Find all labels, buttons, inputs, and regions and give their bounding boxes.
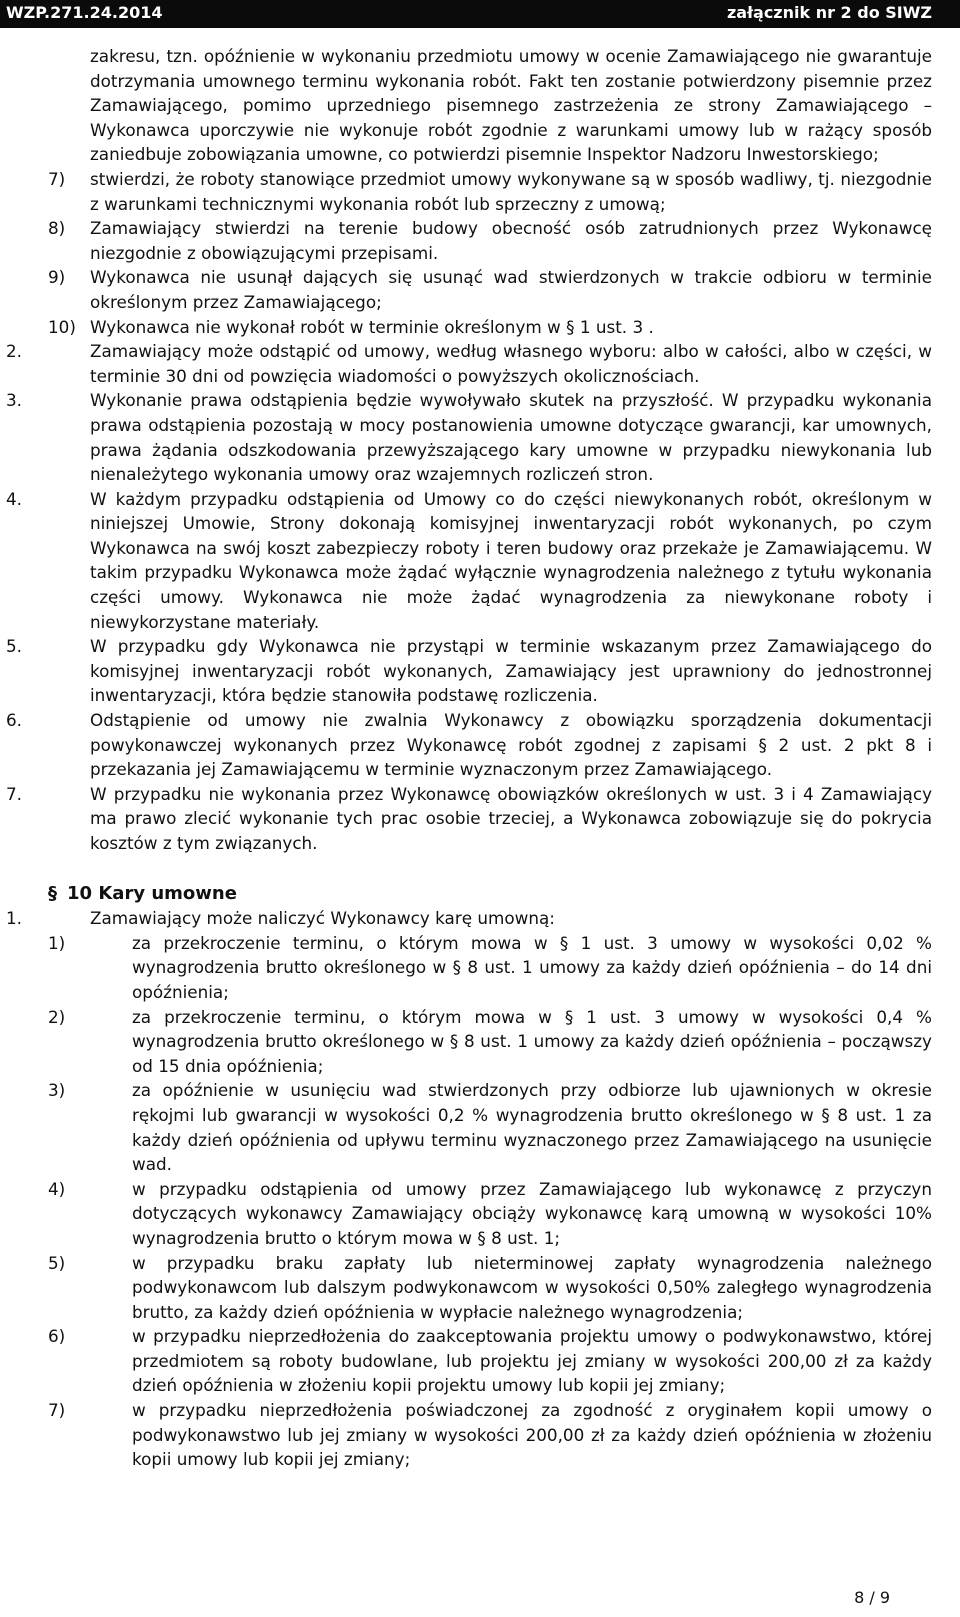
attachment-label: załącznik nr 2 do SIWZ xyxy=(726,3,932,22)
item-number: 3) xyxy=(48,1080,66,1101)
list-item xyxy=(48,265,932,314)
item-text: Odstąpienie od umowy nie zwalnia Wykonawcy z obowiązku sporządzenia dokumentacji powykonawczej wykonanych przez Wykonawcę robót zgodnej z zapisami § 2 ust. 2 pkt 8 i przekazania jej Zamawiającemu w terminie wyznaczonym przez Zamawiającego. xyxy=(90,710,932,780)
item-number: 7) xyxy=(48,168,66,189)
list-item xyxy=(6,708,932,782)
item-text: Zamawiający może odstąpić od umowy, według własnego wyboru: albo w całości, albo w części, w terminie 30 dni od powzięcia wiadomości o powyższych okolicznościach. xyxy=(90,341,932,386)
item-number: 1) xyxy=(48,932,66,953)
section-symbol: § xyxy=(48,882,57,904)
item-number: 6. xyxy=(6,710,23,731)
list-item xyxy=(6,634,932,708)
section-number: 10 xyxy=(67,882,93,904)
item-number: 4. xyxy=(6,488,23,509)
item-text: W przypadku nie wykonania przez Wykonawcę obowiązków określonych w ust. 3 i 4 Zamawiający ma prawo zlecić wykonanie tych prac osobie trzeciej, a Wykonawca zobowiązuje się do pokrycia kosztów z tym związanych. xyxy=(90,783,932,853)
list-item xyxy=(48,931,932,1005)
item-number: 7) xyxy=(48,1400,66,1421)
sub-list-b xyxy=(48,931,932,1472)
list-item xyxy=(6,388,932,486)
item-text: za przekroczenie terminu, o którym mowa w § 1 ust. 3 umowy w wysokości 0,4 % wynagrodzenia brutto określonego w § 8 ust. 1 umowy za każdy dzień opóźnienia – począwszy od 15 dnia opóźnienia; xyxy=(132,1006,932,1076)
item-text: Wykonanie prawa odstąpienia będzie wywoływało skutek na przyszłość. W przypadku wykonania prawa odstąpienia pozostają w mocy postanowienia umowne dotyczące gwarancji, kar umownych, prawa żądania odszkodowania przewyższającego kary umowne w przypadku niewykonania lub nienależytego wykonania umowy oraz wzajemnych rozliczeń stron. xyxy=(90,390,932,485)
section-heading xyxy=(48,882,932,907)
section-item xyxy=(6,906,932,931)
list-item xyxy=(48,1005,932,1079)
item-text: W każdym przypadku odstąpienia od Umowy co do części niewykonanych robót, określonym w niniejszej Umowie, Strony dokonają komisyjnej inwentaryzacji robót wykonanych, po czym Wykonawca na swój koszt zabezpieczy roboty i teren budowy oraz przekaże je Zamawiającemu. W takim przypadku Wykonawca może żądać wyłącznie wynagrodzenia należnego z tytułu wykonania części umowy. Wykonawca nie może żądać wynagrodzenia za niewykonane roboty i niewykorzystane materiały. xyxy=(90,488,932,632)
item-text: Zamawiający stwierdzi na terenie budowy obecność osób zatrudnionych przez Wykonawcę niezgodnie z obowiązującymi przepisami. xyxy=(90,218,932,263)
item-text: za opóźnienie w usunięciu wad stwierdzonych przy odbiorze lub ujawnionych w okresie rękojmi lub gwarancji w wysokości 0,2 % wynagrodzenia brutto określonego w § 8 ust. 1 za każdy dzień opóźnienia od upływu terminu wyznaczonego przez Zamawiającego na usunięcie wad. xyxy=(132,1080,932,1175)
item-text: Zamawiający może naliczyć Wykonawcy karę umowną: xyxy=(90,908,555,929)
item-number: 1. xyxy=(6,908,23,929)
document-body xyxy=(6,44,932,1472)
list-item xyxy=(48,167,932,216)
item-number: 10) xyxy=(48,316,76,337)
document-header xyxy=(0,0,960,28)
item-number: 9) xyxy=(48,267,66,288)
item-text: w przypadku nieprzedłożenia poświadczonej za zgodność z oryginałem kopii umowy o podwykonawstwo lub jej zmiany w wysokości 200,00 zł za każdy dzień opóźnienia w złożeniu kopii umowy lub kopii jej zmiany; xyxy=(132,1400,932,1470)
item-number: 4) xyxy=(48,1178,66,1199)
item-number: 7. xyxy=(6,783,23,804)
item-text: stwierdzi, że roboty stanowiące przedmiot umowy wykonywane są w sposób wadliwy, tj. niezgodnie z warunkami technicznymi wykonania robót lub sprzeczny z umową; xyxy=(90,168,932,214)
list-item xyxy=(6,339,932,388)
list-item xyxy=(48,1398,932,1472)
main-list-a xyxy=(6,339,932,855)
item-text: za przekroczenie terminu, o którym mowa w § 1 ust. 3 umowy w wysokości 0,02 % wynagrodzenia brutto określonego w § 8 ust. 1 umowy za każdy dzień opóźnienia – do 14 dni opóźnienia; xyxy=(132,932,932,1002)
list-item xyxy=(48,1078,932,1176)
sub-list-a xyxy=(48,167,932,339)
list-item xyxy=(6,782,932,856)
list-item xyxy=(48,216,932,265)
page-number: 8 / 9 xyxy=(854,1588,890,1607)
list-item xyxy=(48,315,932,340)
item-number: 2. xyxy=(6,341,23,362)
section-title: Kary umowne xyxy=(98,882,237,904)
list-item xyxy=(6,487,932,635)
list-item xyxy=(48,1177,932,1251)
item-text: w przypadku braku zapłaty lub nieterminowej zapłaty wynagrodzenia należnego podwykonawcom lub dalszym podwykonawcom w wysokości 0,50% zaległego wynagrodzenia brutto, za każdy dzień opóźnienia w wypłacie należnego wynagrodzenia; xyxy=(132,1252,932,1322)
document-reference: WZP.271.24.2014 xyxy=(6,3,163,22)
item-text: Wykonawca nie usunął dających się usunąć wad stwierdzonych w trakcie odbioru w terminie określonym przez Zamawiającego; xyxy=(90,267,932,312)
item-number: 2) xyxy=(48,1006,66,1027)
item-number: 5) xyxy=(48,1252,66,1273)
intro-paragraph: zakresu, tzn. opóźnienie w wykonaniu przedmiotu umowy w ocenie Zamawiającego nie gwarantuje dotrzymania umownego terminu wykonania robót. Fakt ten zostanie potwierdzony pisemnie przez Zamawiającego, pomimo uprzedniego pisemnego zastrzeżenia ze strony Zamawiającego – Wykonawca uporczywie nie wykonuje robót zgodnie z warunkami umowy lub w rażący sposób zaniedbuje zobowiązania umowne, co potwierdzi pisemnie Inspektor Nadzoru Inwestorskiego; xyxy=(90,46,932,165)
item-number: 3. xyxy=(6,390,23,411)
item-text: w przypadku odstąpienia od umowy przez Zamawiającego lub wykonawcę z przyczyn dotyczących wykonawcy Zamawiający obciąży wykonawcę karą umowną w wysokości 10% wynagrodzenia brutto o którym mowa w § 8 ust. 1; xyxy=(132,1178,932,1248)
item-text: Wykonawca nie wykonał robót w terminie określonym w § 1 ust. 3 . xyxy=(90,316,654,337)
item-text: W przypadku gdy Wykonawca nie przystąpi w terminie wskazanym przez Zamawiającego do komisyjnej inwentaryzacji robót wykonanych, Zamawiający jest uprawniony do jednostronnej inwentaryzacji, która będzie stanowiła podstawę rozliczenia. xyxy=(90,636,932,706)
list-item xyxy=(48,1324,932,1398)
item-number: 6) xyxy=(48,1326,66,1347)
item-text: w przypadku nieprzedłożenia do zaakceptowania projektu umowy o podwykonawstwo, której przedmiotem są roboty budowlane, lub projektu jej zmiany w wysokości 200,00 zł za każdy dzień opóźnienia w złożeniu kopii projektu umowy lub kopii jej zmiany; xyxy=(132,1326,932,1396)
item-number: 5. xyxy=(6,636,23,657)
item-number: 8) xyxy=(48,218,66,239)
list-item xyxy=(48,1251,932,1325)
